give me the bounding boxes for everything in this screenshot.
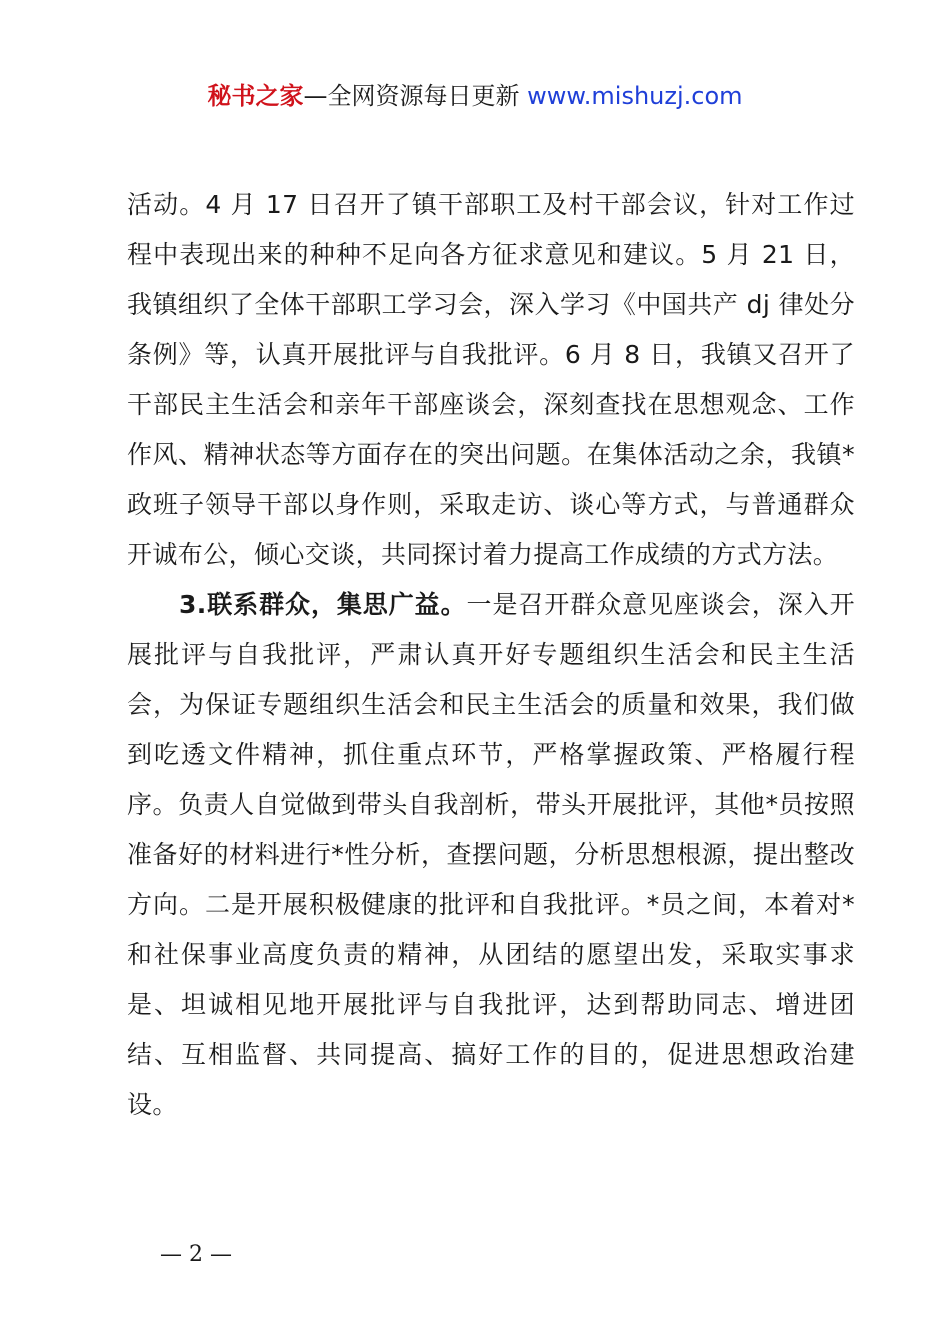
paragraph-continuation [127, 180, 855, 580]
site-brand: 秘书之家 [207, 82, 304, 110]
page-number: — 2 — [160, 1242, 232, 1267]
paragraph-section-3 [127, 580, 855, 1130]
section-heading: 3.联系群众，集思广益。 [179, 590, 467, 619]
site-header [0, 78, 950, 114]
paragraph-text: 一是召开群众意见座谈会，深入开展批评与自我批评，严肃认真开好专题组织生活会和民主生活会，为保证专题组织生活会和民主生活会的质量和效果，我们做到吃透文件精神，抓住重点环节，严格掌握政策、严格履行程序。负责人自觉做到带头自我剖析，带头开展批评，其他*员按照准备好的材料进行*性分析，查摆问题，分析思想根源，提出整改方向。二是开展积极健康的批评和自我批评。*员之间，本着对*和社保事业高度负责的精神，从团结的愿望出发，采取实事求是、坦诚相见地开展批评与自我批评，达到帮助同志、增进团结、互相监督、共同提高、搞好工作的目的，促进思想政治建设。 [127, 590, 855, 1119]
site-url-link[interactable]: www.mishuzj.com [527, 82, 743, 110]
site-tagline: —全网资源每日更新 [303, 82, 528, 110]
document-body [127, 180, 855, 1130]
paragraph-text: 活动。4 月 17 日召开了镇干部职工及村干部会议，针对工作过程中表现出来的种种不足向各方征求意见和建议。5 月 21 日，我镇组织了全体干部职工学习会，深入学习《中国共产 dj 律处分条例》等，认真开展批评与自我批评。6 月 8 日，我镇又召开了干部民主生活会和亲年干部座谈会，深刻查找在思想观念、工作作风、精神状态等方面存在的突出问题。在集体活动之余，我镇*政班子领导干部以身作则，采取走访、谈心等方式，与普通群众开诚布公，倾心交谈，共同探讨着力提高工作成绩的方式方法。 [127, 190, 855, 569]
